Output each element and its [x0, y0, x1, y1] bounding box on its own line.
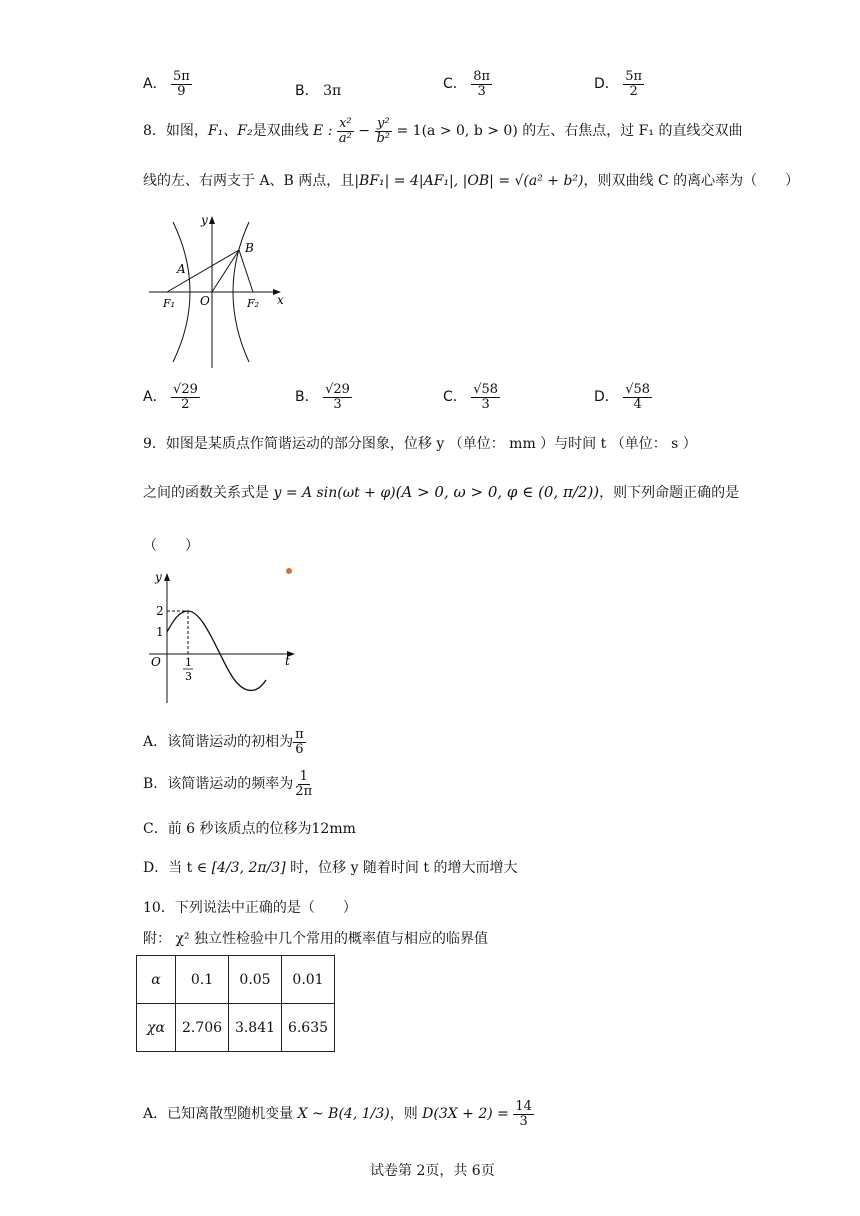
fraction: $\frac{√29}{2}$ [173, 382, 198, 412]
option-text-end: 时，位移 y 随着时间 t 的增大而增大 [285, 860, 518, 876]
label-y: y [201, 213, 208, 227]
option-letter: D． [594, 76, 619, 93]
q8-option-b [295, 383, 352, 411]
q9-line1: 9．如图是某质点作简谐运动的部分图象，位移 y （单位： mm ）与时间 t （单位： s ） [143, 436, 697, 452]
label-1: 1 [156, 625, 164, 639]
option-letter: D． [594, 389, 619, 406]
segment-ob [212, 250, 239, 292]
table-cell: 0.01 [282, 956, 335, 1004]
table-cell: 2.706 [176, 1004, 229, 1052]
option-letter: B． [295, 83, 319, 99]
q9-answer-paren: （ ） [143, 538, 199, 554]
critical-value-table [136, 955, 335, 1052]
equation-tail: = 1(a > 0, b > 0) [392, 123, 518, 140]
foci-label: F₁、F₂ [207, 123, 253, 140]
fraction: $\frac{8\pi}{3}$ [473, 69, 491, 99]
q8-line2-text: 线的左、右两支于 A、B 两点，且 [143, 173, 355, 189]
q8-option-d [594, 383, 652, 411]
option-letter: A． [143, 389, 167, 406]
q8-text: 是双曲线 [252, 123, 309, 140]
label-t-num: 1 [185, 656, 192, 669]
label-y: y [155, 570, 162, 584]
option-text: B．该简谐运动的频率为 [143, 776, 294, 793]
q8-line1 [143, 117, 742, 145]
q8-prefix: 8．如图， [143, 123, 208, 140]
q9-line2-end: ，则下列命题正确的是 [599, 485, 740, 501]
q8-line2 [143, 170, 799, 190]
interval: [4/3, 2π/3] [211, 860, 286, 876]
fraction: $\frac{5\pi}{2}$ [625, 69, 643, 99]
table-row [137, 956, 335, 1004]
table-cell: α [137, 956, 176, 1004]
q10-title: 10．下列说法中正确的是（ ） [143, 900, 357, 916]
y-axis-arrow [209, 216, 215, 224]
q9-formula: y = A sin(ωt + φ) [273, 485, 396, 501]
q8-option-c [443, 383, 500, 411]
sine-curve [167, 611, 266, 690]
curve-name: E : [313, 123, 333, 140]
page-footer: 试卷第 2页，共 6页 [370, 1163, 495, 1179]
table-cell: χα [137, 1004, 176, 1052]
q9-option-b [143, 770, 314, 798]
q10-note: 附： χ² 独立性检验中几个常用的概率值与相应的临界值 [143, 931, 488, 947]
label-o: O [151, 655, 161, 669]
option-text: A．已知离散型随机变量 [143, 1106, 298, 1123]
label-2: 2 [156, 604, 164, 618]
fraction: $\frac{1}{2\pi}$ [295, 769, 313, 799]
q8-line2-end: ，则双曲线 C 的离心率为（ ） [583, 173, 800, 189]
label-b: B [245, 241, 254, 255]
table-cell: 0.05 [229, 956, 282, 1004]
fraction-x: $\frac{\text{x²}}{\text{a²}}$ [338, 116, 352, 146]
q7-option-b [295, 80, 341, 100]
q7-option-d [594, 70, 644, 98]
q10-option-a [143, 1100, 534, 1128]
table-row [137, 1004, 335, 1052]
label-t: t [285, 654, 290, 668]
label-f2: F₂ [247, 297, 260, 310]
fraction: $\frac{5\pi}{9}$ [173, 69, 190, 99]
label-o: O [200, 294, 210, 308]
fraction: $\frac{√58}{4}$ [625, 382, 651, 412]
variance-expr: D(3X + 2) = [422, 1106, 514, 1123]
minus-sign: − [353, 123, 375, 140]
option-letter: C． [443, 389, 467, 406]
segment-bf2 [239, 250, 253, 292]
fraction: $\frac{14}{3}$ [515, 1099, 532, 1129]
q7-option-a [143, 70, 192, 98]
table-cell: 3.841 [229, 1004, 282, 1052]
q8-text-after: 的左、右焦点，过 F₁ 的直线交双曲 [517, 123, 743, 140]
table-cell: 0.1 [176, 956, 229, 1004]
table-cell: 6.635 [282, 1004, 335, 1052]
option-text: A．该简谐运动的初相为 [143, 734, 294, 751]
option-text: D．当 t ∈ [143, 860, 212, 876]
stain-dot [286, 568, 292, 574]
hyperbola-figure [145, 210, 295, 370]
q8-option-a [143, 383, 200, 411]
distribution: X ~ B(4, 1/3) [297, 1106, 390, 1123]
label-t-den: 3 [185, 670, 192, 683]
label-f1: F₁ [163, 297, 176, 310]
q7-option-c [443, 70, 492, 98]
label-x: x [277, 293, 284, 307]
option-text-mid: ，则 [389, 1106, 423, 1123]
q9-option-d [143, 857, 517, 877]
q9-condition: (A > 0, ω > 0, φ ∈ (0, π/2)) [395, 483, 600, 501]
fraction: $\frac{√29}{3}$ [325, 382, 350, 412]
y-axis-arrow [164, 573, 170, 581]
option-letter: B． [295, 389, 319, 406]
option-letter: C． [443, 76, 467, 93]
sine-figure [145, 565, 305, 705]
fraction: $\frac{\pi}{6}$ [295, 727, 304, 757]
fraction: $\frac{√58}{3}$ [473, 382, 499, 412]
q8-condition: |BF₁| = 4|AF₁|, |OB| = √(a² + b²) [354, 173, 584, 189]
fraction-y: $\frac{\text{y²}}{\text{b²}}$ [376, 116, 391, 146]
option-letter: A． [143, 76, 167, 93]
option-value: 3π [323, 83, 342, 99]
q9-line2 [143, 482, 739, 502]
q9-option-a [143, 728, 306, 756]
q9-option-c: C．前 6 秒该质点的位移为12mm [143, 821, 356, 837]
label-a: A [177, 262, 186, 276]
q9-line2-text: 之间的函数关系式是 [143, 485, 274, 501]
